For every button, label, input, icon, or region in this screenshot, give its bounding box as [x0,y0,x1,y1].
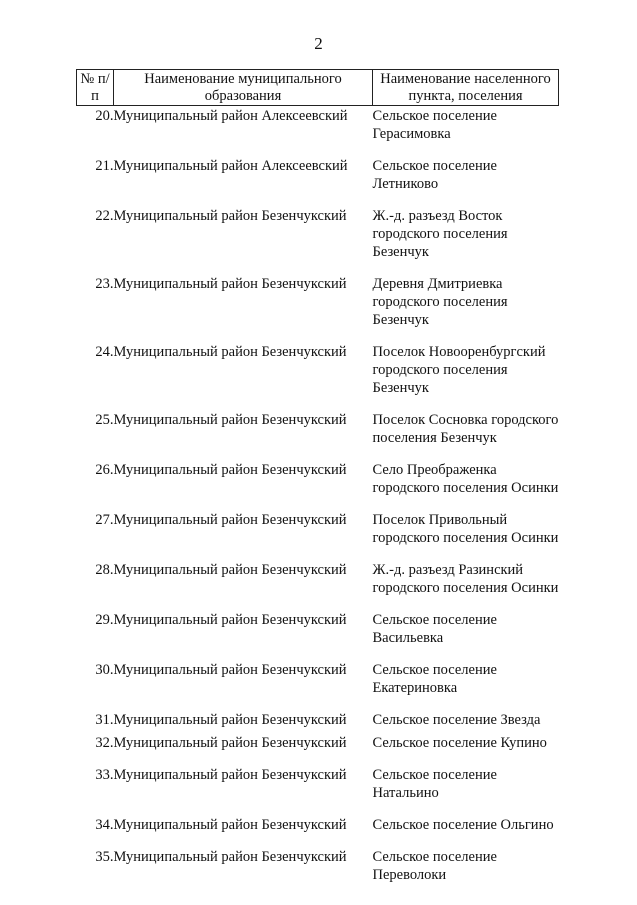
row-settlement: Поселок Привольный городского поселения Осинки [372,512,559,546]
row-number: 23. [95,276,114,292]
row-number: 28. [95,562,114,578]
table-header-row [77,70,559,106]
header-number: № п/п [77,70,114,106]
row-settlement: Село Преображенка городского поселения Осинки [372,462,559,496]
row-municipality: Муниципальный район Безенчукский [113,276,347,292]
row-settlement: Поселок Новооренбургский городского поселения Безенчук [372,344,546,396]
table-row [77,207,559,275]
row-settlement: Сельское поселение Герасимовка [372,108,497,142]
row-municipality: Муниципальный район Алексеевский [113,108,348,124]
row-settlement: Ж.-д. разъезд Восток городского поселения Безенчук [372,208,508,260]
row-settlement: Сельское поселение Летниково [372,158,497,192]
row-number: 20. [95,108,114,124]
row-number: 26. [95,462,114,478]
row-settlement: Сельское поселение Купино [372,735,547,751]
row-number: 25. [95,412,114,428]
row-settlement: Сельское поселение Переволоки [372,849,497,883]
table-row [77,561,559,611]
row-municipality: Муниципальный район Безенчукский [113,562,347,578]
row-municipality: Муниципальный район Безенчукский [113,462,347,478]
row-number: 34. [95,817,114,833]
settlements-table [76,69,559,898]
row-number: 35. [95,849,114,865]
table-row [77,661,559,711]
row-number: 24. [95,344,114,360]
row-number: 21. [95,158,114,174]
row-number: 32. [95,735,114,751]
row-settlement: Сельское поселение Екатериновка [372,662,497,696]
table-row [77,711,559,734]
row-municipality: Муниципальный район Безенчукский [113,817,347,833]
row-municipality: Муниципальный район Безенчукский [113,849,347,865]
row-municipality: Муниципальный район Безенчукский [113,208,347,224]
table-row [77,411,559,461]
row-number: 27. [95,512,114,528]
table-row [77,461,559,511]
row-municipality: Муниципальный район Безенчукский [113,767,347,783]
page-number: 2 [314,34,323,53]
row-settlement: Поселок Сосновка городского поселения Безенчук [372,412,559,446]
table-row [77,766,559,816]
row-municipality: Муниципальный район Безенчукский [113,412,347,428]
table-row [77,157,559,207]
row-number: 30. [95,662,114,678]
table-row [77,275,559,343]
table-row [77,343,559,411]
row-number: 31. [95,712,114,728]
table-row [77,611,559,661]
row-municipality: Муниципальный район Безенчукский [113,735,347,751]
row-settlement: Ж.-д. разъезд Разинский городского поселения Осинки [372,562,559,596]
row-number: 29. [95,612,114,628]
header-settlement: Наименование населенного пункта, поселения [373,70,559,106]
row-number: 22. [95,208,114,224]
row-municipality: Муниципальный район Безенчукский [113,344,347,360]
row-municipality: Муниципальный район Безенчукский [113,512,347,528]
row-settlement: Деревня Дмитриевка городского поселения Безенчук [372,276,508,328]
row-municipality: Муниципальный район Безенчукский [113,662,347,678]
row-municipality: Муниципальный район Безенчукский [113,612,347,628]
row-settlement: Сельское поселение Натальино [372,767,497,801]
row-settlement: Сельское поселение Звезда [372,712,541,728]
row-settlement: Сельское поселение Ольгино [372,817,554,833]
table-row [77,734,559,766]
table-row [77,511,559,561]
row-settlement: Сельское поселение Васильевка [372,612,497,646]
row-number: 33. [95,767,114,783]
table-row [77,106,559,158]
row-municipality: Муниципальный район Безенчукский [113,712,347,728]
table-row [77,848,559,898]
row-municipality: Муниципальный район Алексеевский [113,158,348,174]
table-row [77,816,559,848]
header-municipality: Наименование муниципального образования [114,70,373,106]
